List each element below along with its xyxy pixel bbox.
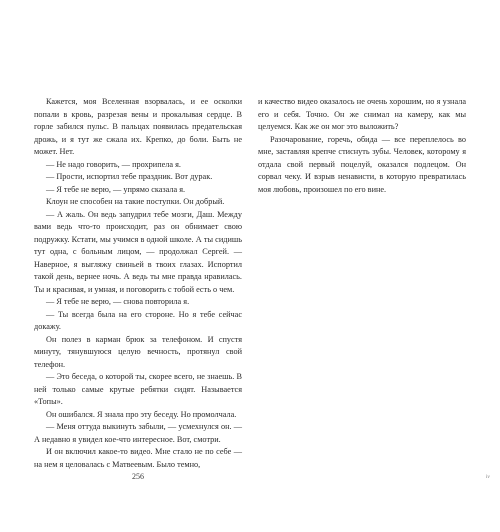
left-page-number: 256 [132,472,144,481]
paragraph: И он включил какое-то видео. Мне стало не по себе — на нем я целовалась с Матвеевым. Было темно, [34,447,242,469]
paragraph: — Прости, испортил тебе праздник. Вот дурак. [46,172,213,181]
paragraph: — Я тебе не верю, — снова повторила я. [46,297,190,306]
right-page-text [258,96,466,196]
left-page-text [34,96,242,471]
paragraph: Разочарование, горечь, обида — все переплелось во мне, заставляя крепче стиснуть зубы. Человек, которому я отдала свой первый поцелуй, оказался подлецом. Он сорвал чеку. И взрыв ненависти, в которую превратилась моя любовь, произошел по его вине. [258,134,466,194]
paragraph: Он полез в карман брюк за телефоном. И спустя минуту, тянувшуюся целую вечность, протянул свой телефон. [34,334,242,369]
paragraph: — А жаль. Он ведь запудрил тебе мозги, Даш. Между вами ведь что-то происходит, раз он обнимает свою подружку. Кстати, мы учимся в одной школе. А ты сидишь тут одна, с больным лицом, — продолжал Сергей. — Наверное, я выгляжу свиньей в твоих глазах. Испортил такой день, вернее ночь. А ведь ты мне правда нравилась. Ты и красивая, и умная, и поговорить с тобой есть о чем. [34,209,242,294]
right-page-number: iv [486,475,490,480]
paragraph: — Это беседа, о которой ты, скорее всего, не знаешь. В ней только самые крутые ребятки сидят. Называется «Топы». [34,372,242,406]
paragraph: — Не надо говорить, — прохрипела я. [46,159,181,169]
paragraph: Кажется, моя Вселенная взорвалась, и ее осколки попали в кровь, разрезая вены и прокалывая сердце. В горле забился пульс. В пальцах появилась предательская дрожь, и я тут же сжала их. Крепко, до боли. Быть не может. Нет. [34,97,242,156]
paragraph: — Я тебе не верю, — упрямо сказала я. [46,184,186,194]
paragraph: и качество видео оказалось не очень хорошим, но я узнала его и себя. Точно. Он же снимал на камеру, как мы целуемся. Как же он мог это выложить? [258,97,466,131]
paragraph: — Ты всегда была на его стороне. Но я тебе сейчас докажу. [34,309,242,331]
paragraph: Он ошибался. Я знала про эту беседу. Но промолчала. [46,409,237,419]
paragraph: Клоун не способен на такие поступки. Он добрый. [46,197,225,206]
paragraph: — Меня оттуда выкинуть забыли, — усмехнулся он. — А недавно я увидел кое-что интересное. Вот, смотри. [34,422,242,444]
